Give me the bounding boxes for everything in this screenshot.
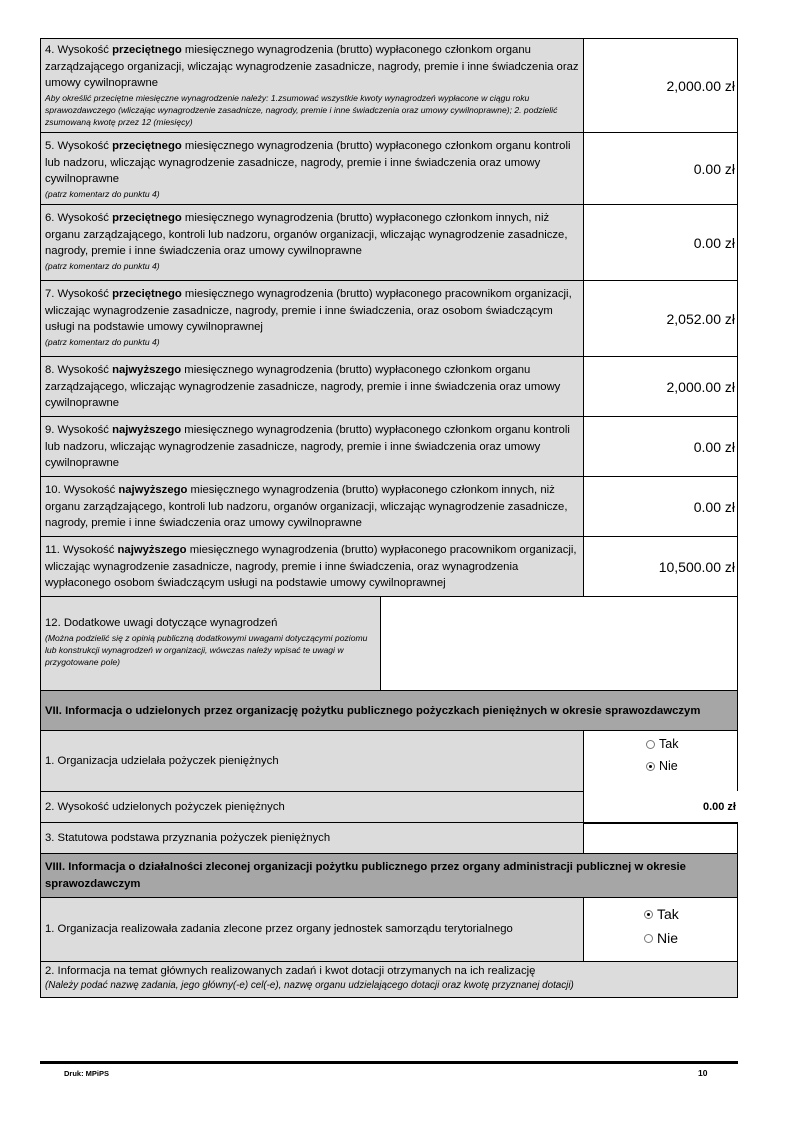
page-number: 10 [698,1068,708,1078]
section-7-q2-row [40,791,738,823]
section-7-header: VII. Informacja o udzielonych przez organizację pożytku publicznego pożyczkach pieniężnych w okresie sprawozdawczym [40,690,738,731]
row-number-text: 9. Wysokość [45,424,113,436]
section-8-q1-label-cell [40,897,584,962]
section-7-q2-label-cell [40,791,584,823]
section-7-q3-label-cell [40,822,584,854]
row-12-label: 12. Dodatkowe uwagi dotyczące wynagrodzeń [45,617,278,629]
row-emphasis-text: przeciętnego [112,288,182,300]
table-row [40,536,738,597]
footer-rule [40,1061,738,1064]
row-amount: 0.00 zł [693,234,735,251]
row-amount: 2,052.00 zł [666,310,735,327]
section-7-q3-row [40,822,738,854]
row-description-text: miesięcznego wynagrodzenia (brutto) wypłaconego członkom innych, niż organu zarządzającego, kontroli lub nadzoru, organów organizacji, wliczając wynagrodzenie zasadnicze, nagrody, premie i inne świadczenia oraz umowy cywilnoprawne [45,212,568,257]
row-emphasis-text: najwyższego [112,424,182,436]
row-amount: 0.00 zł [693,438,735,455]
row-emphasis-text: najwyższego [117,544,187,556]
row-value-cell[interactable] [583,38,738,133]
table-row [40,356,738,417]
row-label-cell [40,536,584,597]
row-number-text: 11. Wysokość [45,544,118,556]
row-description-text: miesięcznego wynagrodzenia (brutto) wypłaconego członkom innych, niż organu zarządzającego, kontroli lub nadzoru, organów organizacji, wliczając wynagrodzenie zasadnicze, nagrody, premie i inne świadczenia oraz umowy cywilnoprawne [45,484,568,529]
section-7-q2-label: 2. Wysokość udzielonych pożyczek pieniężnych [45,800,285,813]
row-label-cell [40,132,584,205]
row-label-cell [40,416,584,477]
row-number-text: 7. Wysokość [45,288,113,300]
table-row [40,280,738,357]
section-7-q2-input[interactable] [583,791,738,823]
row-amount: 0.00 zł [693,160,735,177]
row-emphasis-text: najwyższego [112,364,182,376]
row-number-text: 10. Wysokość [45,484,119,496]
section-7-q1-options [583,730,738,792]
row-emphasis-text: przeciętnego [112,140,182,152]
row-description-text: miesięcznego wynagrodzenia (brutto) wypłaconego pracownikom organizacji, wliczając wynagrodzenie zasadnicze, nagrody, premie i inne świadczenia, oraz wynagrodzenia wypłaconego osobom świadczącym usługi na podstawie umowy cywilnoprawnej [45,544,577,589]
row-12-input[interactable] [380,596,738,691]
row-amount: 0.00 zł [693,498,735,515]
section-8-header: VIII. Informacja o działalności zleconej organizacji pożytku publicznego przez organy administracji publicznej w okresie sprawozdawczym [40,853,738,898]
row-value-cell[interactable] [583,280,738,357]
footer-print-label: Druk: MPiPS [64,1069,110,1078]
section-7-q1-label-cell [40,730,584,792]
section-8-q1-label: 1. Organizacja realizowała zadania zlecone przez organy jednostek samorządu terytorialnego [45,923,513,936]
section-8-q1-no-label: Nie [657,930,679,946]
row-12-label-cell [40,596,381,691]
table-row [40,416,738,477]
row-value-cell[interactable] [583,204,738,281]
row-number-text: 6. Wysokość [45,212,113,224]
row-value-cell[interactable] [583,476,738,537]
row-note-text: Aby określić przeciętne miesięczne wynagrodzenie należy: 1.zsumować wszystkie kwoty wynagrodzeń wypłacone w ciągu roku sprawozdawczego (wliczając wynagrodzenie zasadnicze, nagrody, premie i inne świadczenia oraz umowy cywilnoprawne); 2. podzielić zsumowaną kwotę przez 12 (miesięcy) [45,92,558,127]
section-7-q1-row [40,730,738,792]
row-amount: 2,000.00 zł [666,77,735,94]
section-8-q2-label: 2. Informacja na temat głównych realizowanych zadań i kwot dotacji otrzymanych na ich realizację [45,965,536,977]
row-description-text: miesięcznego wynagrodzenia (brutto) wypłaconego członkom organu zarządzającego, wliczając wynagrodzenie zasadnicze, nagrody, premie i inne świadczenia oraz umowy cywilnoprawne [45,364,561,409]
row-12-note: (Można podzielić się z opinią publiczną dodatkowymi uwagami dotyczącymi poziomu lub konstrukcji wynagrodzeń w organizacji, wówczas należy wpisać te uwagi w przygotowane pole) [45,632,368,667]
row-description-text: miesięcznego wynagrodzenia (brutto) wypłaconego pracownikom organizacji, wliczając wynagrodzenie zasadnicze, nagrody, premie i inne świadczenia, oraz osobom świadczącym usługi na podstawie umowy cywilnoprawnej [45,288,572,333]
row-label-cell [40,280,584,357]
row-label-cell [40,38,584,133]
row-amount: 10,500.00 zł [658,558,735,575]
row-note-text: (patrz komentarz do punktu 4) [45,336,160,347]
row-emphasis-text: najwyższego [118,484,188,496]
radio-circle-icon [644,934,653,943]
row-value-cell[interactable] [583,356,738,417]
section-7-q1-no-label: Nie [659,759,678,773]
section-8-q2-note: (Należy podać nazwę zadania, jego główny(-e) cel(-e), nazwę organu udzielającego dotacji oraz kwotę przyznanej dotacji) [45,980,574,991]
row-12 [40,596,738,691]
row-label-cell [40,356,584,417]
row-note-text: (patrz komentarz do punktu 4) [45,260,160,271]
row-emphasis-text: przeciętnego [112,212,182,224]
section-7-q1-yes-radio[interactable] [646,737,678,751]
section-7-q1-no-radio[interactable] [646,759,678,773]
section-8-q1-no-radio[interactable] [644,930,678,946]
section-8-q2-row [40,961,738,998]
row-note-text: (patrz komentarz do punktu 4) [45,188,160,199]
row-value-cell[interactable] [583,132,738,205]
section-7-q1-label: 1. Organizacja udzielała pożyczek pieniężnych [45,754,279,767]
table-row [40,38,738,133]
row-value-cell[interactable] [583,536,738,597]
row-amount: 2,000.00 zł [666,378,735,395]
section-8-q1-row [40,897,738,962]
row-number-text: 4. Wysokość [45,44,113,56]
table-row [40,204,738,281]
section-7-q3-label: 3. Statutowa podstawa przyznania pożyczek pieniężnych [45,831,331,844]
table-row [40,476,738,537]
row-label-cell [40,476,584,537]
row-value-cell[interactable] [583,416,738,477]
radio-circle-icon [646,740,655,749]
section-7-q1-yes-label: Tak [659,737,679,751]
row-label-cell [40,204,584,281]
section-8-q1-yes-label: Tak [657,906,679,922]
section-7-q2-value: 0.00 zł [702,800,736,813]
row-description-text: miesięcznego wynagrodzenia (brutto) wypłaconego członkom organu zarządzającego organizacji, wliczając wynagrodzenie zasadnicze, nagrody, premie i inne świadczenia oraz umowy cywilnoprawne [45,44,579,89]
radio-circle-icon [644,910,653,919]
section-8-q1-options [583,897,738,962]
row-description-text: miesięcznego wynagrodzenia (brutto) wypłaconego członkom organu kontroli lub nadzoru, wliczając wynagrodzenie zasadnicze, nagrody, premie i inne świadczenia oraz umowy cywilnoprawne [45,140,571,185]
table-row [40,132,738,205]
radio-circle-icon [646,762,655,771]
section-8-q2-label-cell [40,961,738,998]
section-8-q1-yes-radio[interactable] [644,906,679,922]
section-7-q3-input[interactable] [583,822,738,854]
row-number-text: 8. Wysokość [45,364,113,376]
row-number-text: 5. Wysokość [45,140,113,152]
row-description-text: miesięcznego wynagrodzenia (brutto) wypłaconego członkom organu kontroli lub nadzoru, wliczając wynagrodzenie zasadnicze, nagrody, premie i inne świadczenia oraz umowy cywilnoprawne [45,424,570,469]
row-emphasis-text: przeciętnego [112,44,182,56]
